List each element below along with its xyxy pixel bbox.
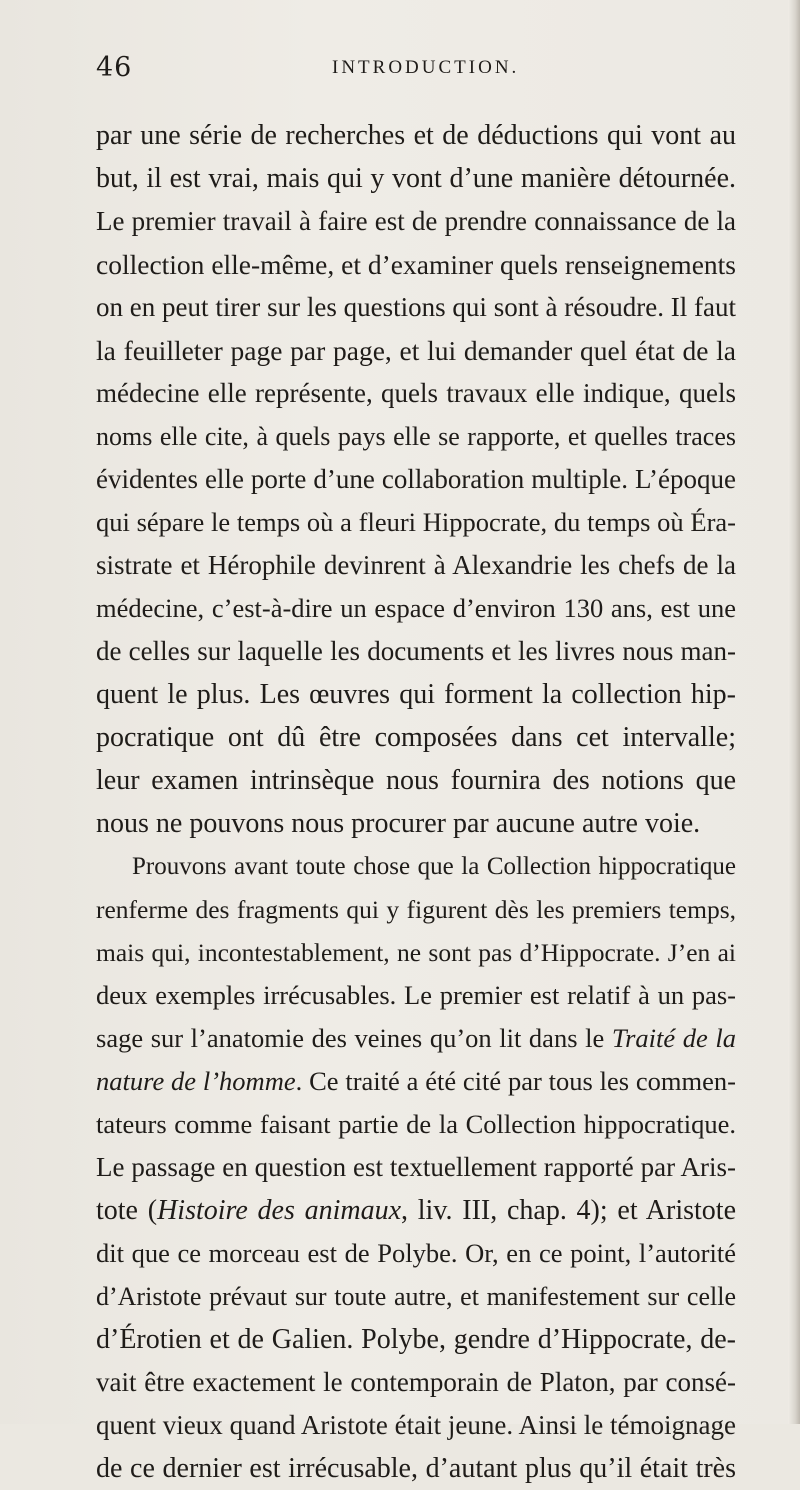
text-line: pocratique ont dû être composées dans cet intervalle; — [96, 722, 736, 753]
text-line: deux exemples irrécusables. Le premier est relatif à un pas- — [96, 980, 736, 1010]
italic-title: Traité de la — [611, 1023, 736, 1053]
text-line: mais qui, incontestablement, ne sont pas d’Hippocrate. J’en ai — [96, 938, 736, 967]
text-line: la feuilleter page par page, et lui demander quel état de la — [96, 335, 736, 366]
page-edge — [788, 0, 800, 1424]
body-text — [96, 114, 736, 1490]
text-line: de ce dernier est irrécusable, d’autant plus qu’il était très — [96, 1453, 736, 1484]
text-line: nature de l’homme. Ce traité a été cité par tous les commen- — [96, 1066, 736, 1096]
page-number: 46 — [96, 52, 133, 83]
text-line: de celles sur laquelle les documents et les livres nous man- — [96, 636, 736, 666]
text-line: sistrate et Hérophile devinrent à Alexandrie les chefs de la — [96, 550, 736, 580]
text-line: dit que ce morceau est de Polybe. Or, en ce point, l’autorité — [96, 1238, 736, 1268]
text-line: d’Aristote prévaut sur toute autre, et manifestement sur celle — [96, 1282, 736, 1311]
text-line: nous ne pouvons nous procurer par aucune autre voie. — [96, 808, 701, 839]
text-line: d’Érotien et de Galien. Polybe, gendre d’Hippocrate, de- — [96, 1324, 736, 1355]
text-line: leur examen intrinsèque nous fournira des notions que — [96, 765, 736, 796]
text-line: noms elle cite, à quels pays elle se rapporte, et quelles traces — [96, 422, 736, 451]
text-line: on en peut tirer sur les questions qui sont à résoudre. Il faut — [96, 292, 736, 322]
text-line: évidentes elle porte d’une collaboration multiple. L’époque — [96, 464, 736, 494]
text-line: Le premier travail à faire est de prendre connaissance de la — [96, 206, 736, 236]
text-line: renferme des fragments qui y figurent dès les premiers temps, — [96, 895, 736, 924]
running-head: INTRODUCTION. — [332, 57, 520, 78]
italic-title: nature de l’homme — [96, 1066, 296, 1096]
italic-title: Histoire des animaux — [157, 1195, 402, 1226]
text-line: collection elle-même, et d’examiner quels renseignements — [96, 249, 736, 280]
text-line: vait être exactement le contemporain de Platon, par consé- — [96, 1367, 736, 1397]
text-line: tote (Histoire des animaux, liv. III, chap. 4); et Aristote — [96, 1195, 736, 1226]
text-line: médecine elle représente, quels travaux elle indique, quels — [96, 378, 736, 408]
text-line: sage sur l’anatomie des veines qu’on lit dans le Traité de la — [96, 1023, 736, 1053]
page-header — [96, 52, 736, 92]
text-line: Prouvons avant toute chose que la Collection hippocratique — [132, 853, 736, 880]
text-line: Le passage en question est textuellement rapporté par Aris- — [96, 1152, 736, 1182]
text-line: qui sépare le temps où a fleuri Hippocrate, du temps où Éra- — [96, 507, 736, 537]
text-line: quent vieux quand Aristote était jeune. Ainsi le témoignage — [96, 1410, 736, 1440]
text-line: par une série de recherches et de déductions qui vont au — [96, 120, 736, 151]
text-line: but, il est vrai, mais qui y vont d’une manière détournée. — [96, 163, 736, 194]
text-line: tateurs comme faisant partie de la Collection hippocratique. — [96, 1109, 736, 1139]
text-line: quent le plus. Les œuvres qui forment la collection hip- — [96, 679, 736, 710]
text-line: médecine, c’est-à-dire un espace d’environ 130 ans, est une — [96, 593, 736, 623]
